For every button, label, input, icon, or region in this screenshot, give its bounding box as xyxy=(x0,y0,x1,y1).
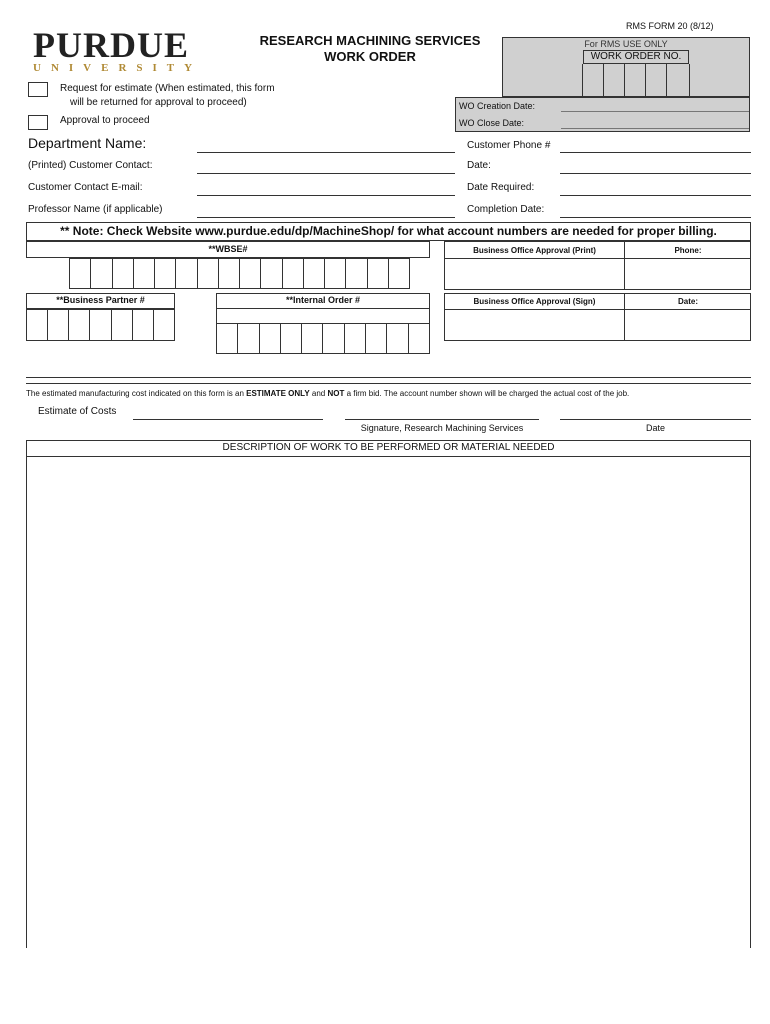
work-order-no-label: WORK ORDER NO. xyxy=(583,50,689,64)
description-header-label: DESCRIPTION OF WORK TO BE PERFORMED OR MATERIAL NEEDED xyxy=(222,442,555,453)
customer-phone-field[interactable] xyxy=(560,152,751,153)
bo-approval-print-label: Business Office Approval (Print) xyxy=(473,246,596,255)
professor-name-field[interactable] xyxy=(197,217,455,218)
description-header xyxy=(26,440,751,457)
bo-date-label: Date: xyxy=(677,297,698,306)
form-title-line1: RESEARCH MACHINING SERVICES xyxy=(259,33,481,48)
signature-date-field[interactable] xyxy=(560,419,751,420)
date-label: Date: xyxy=(467,160,491,171)
estimate-checkbox[interactable] xyxy=(28,82,48,97)
approval-checkbox[interactable] xyxy=(28,115,48,130)
department-name-label: Department Name: xyxy=(28,135,147,151)
customer-contact-label: (Printed) Customer Contact: xyxy=(28,160,153,171)
professor-name-label: Professor Name (if applicable) xyxy=(28,204,163,215)
estimate-of-costs-field[interactable] xyxy=(133,419,323,420)
disclaimer-part3: a firm bid. The account number shown will be charged the actual cost of the job. xyxy=(344,389,630,398)
signature-date-label: Date xyxy=(645,423,665,433)
wbse-header xyxy=(26,241,430,258)
estimate-of-costs-label: Estimate of Costs xyxy=(38,406,117,417)
wbse-digit-grid[interactable] xyxy=(69,258,410,289)
form-title-line2: WORK ORDER xyxy=(324,49,416,64)
business-partner-label: **Business Partner # xyxy=(56,295,145,305)
form-id: RMS FORM 20 (8/12) xyxy=(626,21,714,31)
wo-close-date-label: WO Close Date: xyxy=(459,118,525,128)
approval-option-label: Approval to proceed xyxy=(60,115,150,126)
disclaimer-part1: The estimated manufacturing cost indicated on this form is an xyxy=(26,389,247,398)
bo-approval-sign-label: Business Office Approval (Sign) xyxy=(473,297,596,306)
business-partner-header xyxy=(26,293,175,309)
estimate-option-line1: Request for estimate (When estimated, this form xyxy=(60,83,275,94)
completion-date-field[interactable] xyxy=(560,217,751,218)
purdue-logo xyxy=(33,26,218,76)
internal-order-header xyxy=(216,293,430,324)
phone-label: Phone: xyxy=(674,246,702,255)
customer-contact-field[interactable] xyxy=(197,173,455,174)
logo-sub-text: UNIVERSITY xyxy=(33,62,203,74)
account-note: ** Note: Check Website www.purdue.edu/dp/MachineShop/ for what account numbers are needed for proper billing. xyxy=(26,222,751,241)
wo-creation-date-label: WO Creation Date: xyxy=(459,101,536,111)
date-required-label: Date Required: xyxy=(467,182,535,193)
signature-field[interactable] xyxy=(345,419,539,420)
date-required-field[interactable] xyxy=(560,195,751,196)
wbse-label: **WBSE# xyxy=(208,244,248,254)
customer-email-label: Customer Contact E-mail: xyxy=(28,182,143,193)
rms-use-panel xyxy=(502,37,750,97)
estimate-disclaimer xyxy=(26,389,629,398)
disclaimer-bold1: ESTIMATE ONLY xyxy=(246,389,310,398)
bo-approval-sign-box[interactable] xyxy=(444,293,751,341)
signature-label: Signature, Research Machining Services xyxy=(360,423,524,433)
estimate-option-line2: will be returned for approval to proceed) xyxy=(70,97,247,108)
bo-approval-print-box[interactable] xyxy=(444,241,751,290)
internal-order-label: **Internal Order # xyxy=(285,295,361,305)
description-area[interactable] xyxy=(26,456,751,948)
customer-email-field[interactable] xyxy=(197,195,455,196)
disclaimer-part2: and xyxy=(309,389,328,398)
completion-date-label: Completion Date: xyxy=(467,204,545,215)
logo-main-text: PURDUE xyxy=(33,25,189,65)
disclaimer-bold2: NOT xyxy=(327,389,345,398)
customer-phone-label: Customer Phone # xyxy=(467,140,551,151)
wo-dates-panel xyxy=(455,97,750,132)
business-partner-digit-grid[interactable] xyxy=(26,309,175,341)
rms-use-heading: For RMS USE ONLY xyxy=(584,39,668,49)
department-name-field[interactable] xyxy=(197,152,455,153)
internal-order-digit-grid[interactable] xyxy=(216,323,430,354)
date-field[interactable] xyxy=(560,173,751,174)
